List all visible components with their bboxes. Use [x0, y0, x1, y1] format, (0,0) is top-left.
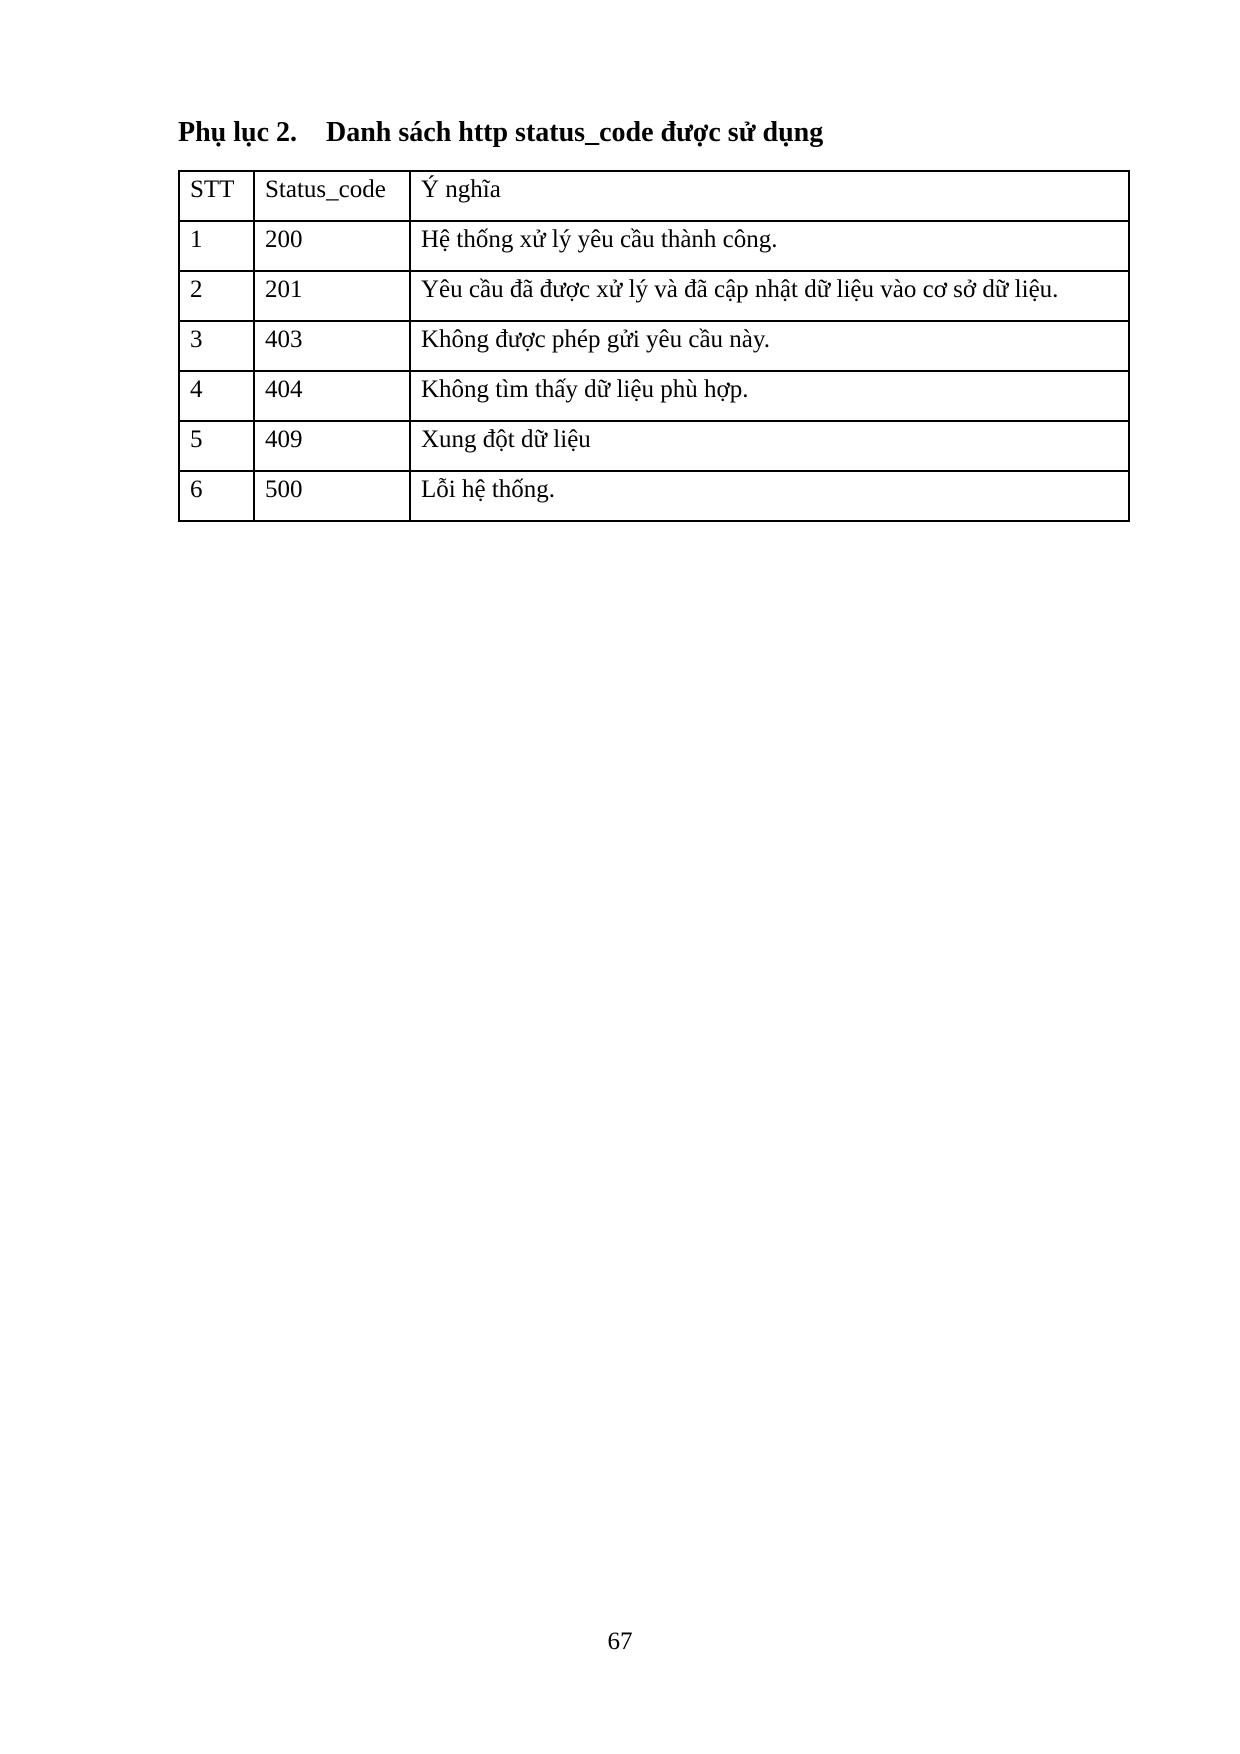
row-status-code: 403	[254, 321, 410, 371]
appendix-label: Phụ lục 2.	[178, 117, 298, 148]
row-status-code: 404	[254, 371, 410, 421]
appendix-title: Danh sách http status_code được sử dụng	[326, 117, 824, 148]
row-meaning: Lỗi hệ thống.	[410, 471, 1129, 521]
table-row	[179, 421, 1129, 471]
row-meaning: Không được phép gửi yêu cầu này.	[410, 321, 1129, 371]
table-row	[179, 471, 1129, 521]
row-meaning: Yêu cầu đã được xử lý và đã cập nhật dữ liệu vào cơ sở dữ liệu.	[410, 271, 1129, 321]
page-number: 67	[607, 1628, 633, 1655]
header-meaning: Ý nghĩa	[410, 171, 1129, 221]
appendix-heading	[178, 117, 823, 149]
row-stt: 2	[179, 271, 254, 321]
row-status-code: 409	[254, 421, 410, 471]
table-row	[179, 321, 1129, 371]
table-row	[179, 271, 1129, 321]
row-status-code: 201	[254, 271, 410, 321]
row-stt: 3	[179, 321, 254, 371]
status-code-table	[178, 170, 1130, 522]
row-meaning: Không tìm thấy dữ liệu phù hợp.	[410, 371, 1129, 421]
row-meaning: Hệ thống xử lý yêu cầu thành công.	[410, 221, 1129, 271]
row-stt: 5	[179, 421, 254, 471]
table-row	[179, 371, 1129, 421]
row-stt: 6	[179, 471, 254, 521]
header-stt: STT	[179, 171, 254, 221]
row-stt: 4	[179, 371, 254, 421]
row-status-code: 500	[254, 471, 410, 521]
table-row	[179, 221, 1129, 271]
table-header-row	[179, 171, 1129, 221]
row-meaning: Xung đột dữ liệu	[410, 421, 1129, 471]
row-status-code: 200	[254, 221, 410, 271]
row-stt: 1	[179, 221, 254, 271]
header-status-code: Status_code	[254, 171, 410, 221]
